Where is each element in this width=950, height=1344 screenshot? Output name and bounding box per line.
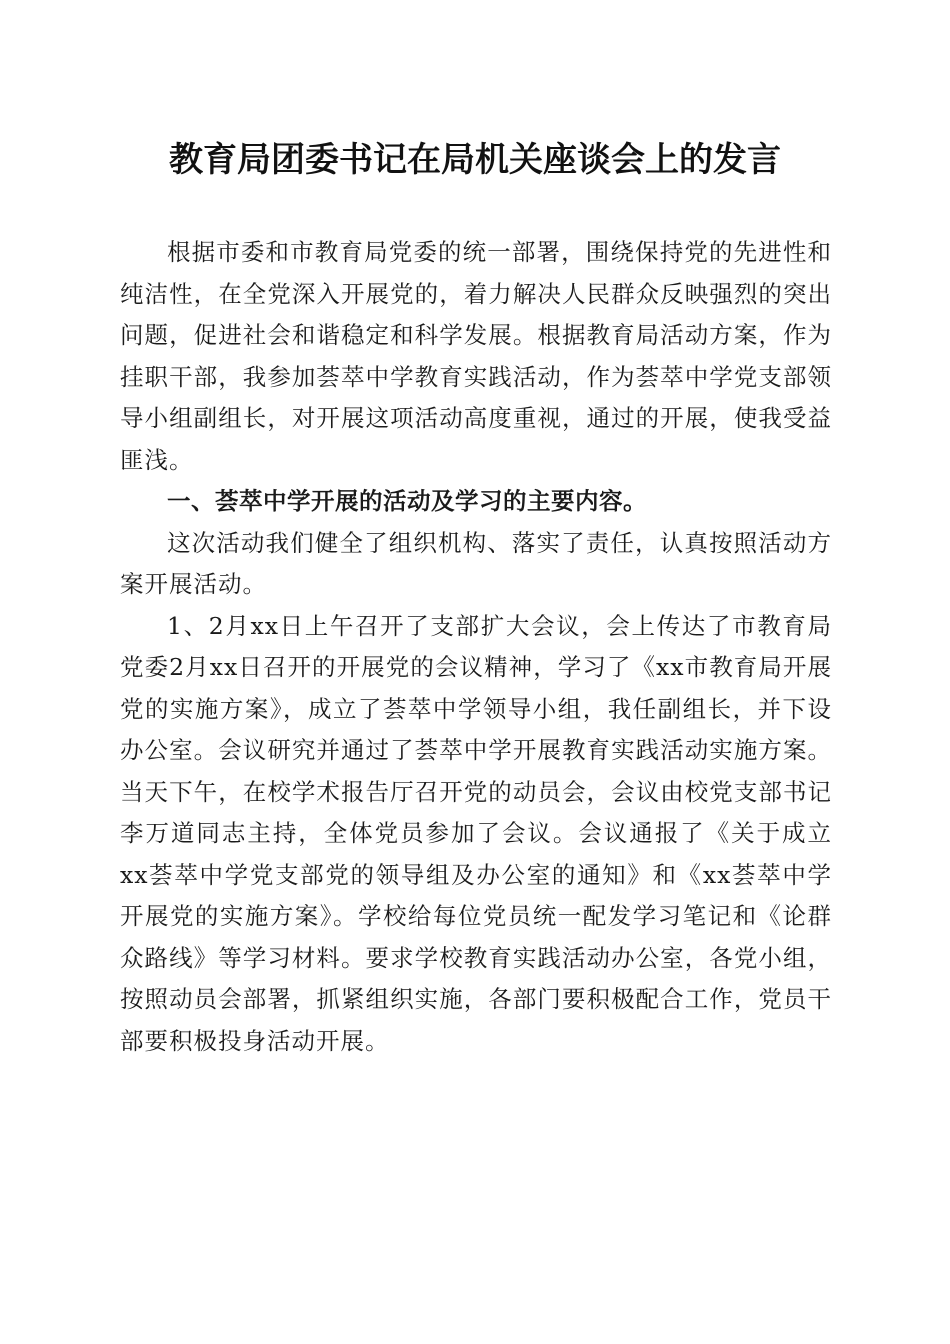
paragraph-intro: 根据市委和市教育局党委的统一部署，围绕保持党的先进性和纯洁性，在全党深入开展党的，着力解决人民群众反映强烈的突出问题，促进社会和谐稳定和科学发展。根据教育局活动方案，作为挂职干部，我参加荟萃中学教育实践活动，作为荟萃中学党支部领导小组副组长，对开展这项活动高度重视，通过的开展，使我受益匪浅。 <box>120 238 832 474</box>
section-heading-1: 一、荟萃中学开展的活动及学习的主要内容。 <box>167 487 647 515</box>
document-title: 教育局团委书记在局机关座谈会上的发言 <box>169 140 781 180</box>
paragraph-activity-overview: 这次活动我们健全了组织机构、落实了责任，认真按照活动方案开展活动。 <box>120 528 832 598</box>
paragraph-item-1: 1、2月xx日上午召开了支部扩大会议，会上传达了市教育局党委2月xx日召开的开展党的会议精神，学习了《xx市教育局开展党的实施方案》，成立了荟萃中学领导小组，我任副组长，并下设办公室。会议研究并通过了荟萃中学开展教育实践活动实施方案。当天下午，在校学术报告厅召开党的动员会，会议由校党支部书记李万道同志主持，全体党员参加了会议。会议通报了《关于成立xx荟萃中学党支部党的领导组及办公室的通知》和《xx荟萃中学开展党的实施方案》。学校给每位党员统一配发学习笔记和《论群众路线》等学习材料。要求学校教育实践活动办公室，各党小组，按照动员会部署，抓紧组织实施，各部门要积极配合工作，党员干部要积极投身活动开展。 <box>120 611 832 1055</box>
document-body <box>120 232 832 1062</box>
